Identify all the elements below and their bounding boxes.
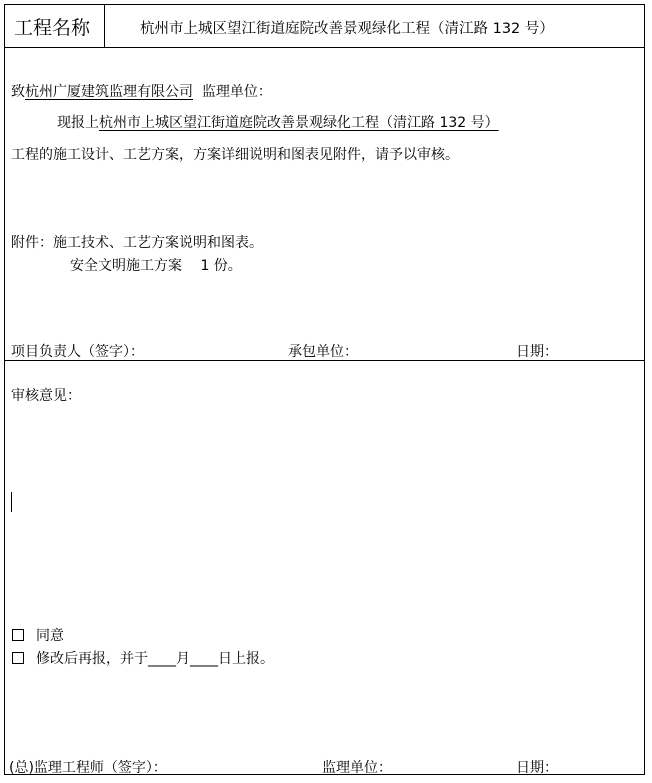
- contractor-label: 承包单位：: [288, 344, 358, 360]
- attachment-line-2: 安全文明施工方案 1 份。: [70, 258, 242, 274]
- review-title: 审核意见：: [11, 388, 81, 404]
- header-bottom-line: [4, 47, 645, 48]
- project-name-label: 工程名称: [14, 17, 91, 39]
- project-lead-signature-label: 项目负责人（签字）：: [11, 344, 144, 360]
- supervision-unit-label: 监理单位：: [322, 760, 392, 776]
- agree-checkbox[interactable]: [12, 629, 24, 641]
- addressee-spacer: [193, 84, 202, 100]
- attachment-line-1: 附件：施工技术、工艺方案说明和图表。: [11, 235, 263, 251]
- engineer-signature-label: (总)监理工程师（签字）：: [9, 760, 167, 776]
- submission-line-2: 工程的施工设计、工艺方案，方案详细说明和图表见附件，请予以审核。: [11, 147, 459, 163]
- addressee-suffix: 监理单位：: [201, 84, 272, 100]
- addressee-name: 杭州广厦建筑监理有限公司: [25, 84, 193, 100]
- addressee-prefix: 致: [11, 84, 25, 100]
- revise-label: 修改后再报，并于____月____日上报。: [36, 651, 274, 667]
- revise-checkbox[interactable]: [12, 652, 24, 664]
- header-divider: [104, 4, 105, 47]
- application-date-label: 日期：: [516, 344, 558, 360]
- option-revise[interactable]: [12, 648, 274, 668]
- submission-line-1: [57, 112, 499, 132]
- agree-label: 同意: [36, 628, 64, 644]
- addressee-line: [11, 81, 272, 101]
- review-date-label: 日期：: [516, 760, 558, 776]
- text-cursor: [11, 492, 12, 512]
- project-name-value: 杭州市上城区望江街道庭院改善景观绿化工程（清江路 132 号）: [140, 21, 554, 37]
- submission-prefix: 现报上: [57, 115, 99, 131]
- submission-project: 杭州市上城区望江街道庭院改善景观绿化工程（清江路 132 号）: [99, 115, 499, 131]
- option-agree[interactable]: [12, 625, 64, 645]
